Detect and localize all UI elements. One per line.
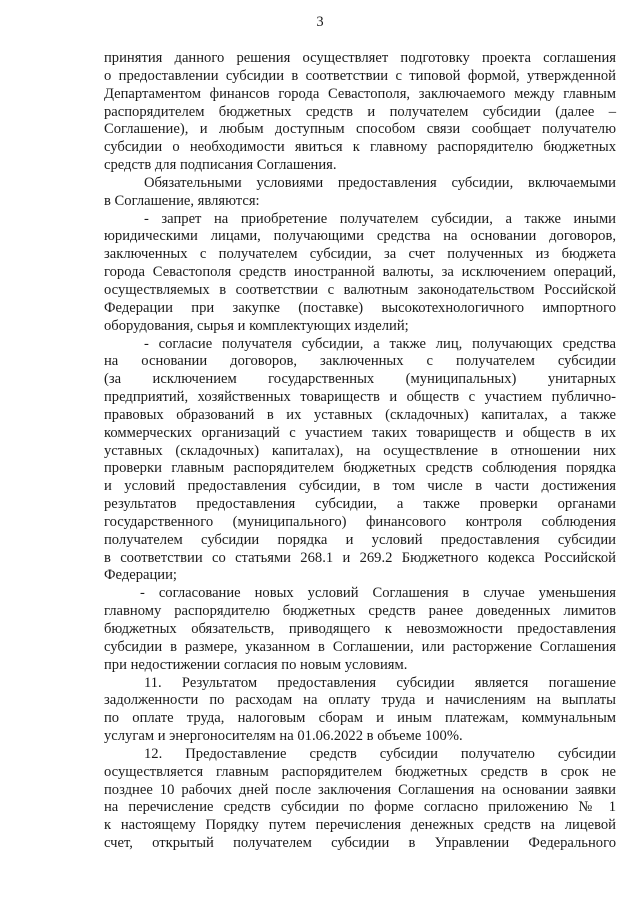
text-line: средств для подписания Соглашения. (104, 157, 337, 174)
text-line: услугам и энергоносителям на 01.06.2022 в объеме 100%. (104, 728, 463, 745)
text-line: - запрет на приобретение получателем субсидии, а также иными (144, 210, 616, 227)
document-body (104, 50, 616, 853)
text-line: при недостижении согласия по новым условиям. (104, 656, 408, 673)
text-line: проверки главным распорядителем бюджетных средств соблюдения порядка (104, 460, 616, 477)
text-line: (за исключением государственных (муниципальных) унитарных (104, 371, 616, 388)
text-line: Федерации; (104, 567, 177, 584)
text-line: бюджетных обязательств, приводящего к невозможности предоставления (104, 621, 616, 637)
text-line: субсидии о необходимости явиться к главному распорядителю бюджетных (104, 139, 616, 156)
text-line: по оплате труда, налоговым сборам и иным платежам, коммунальным (104, 710, 616, 727)
text-line: Федерации при закупке (поставке) высокотехнологичного импортного (104, 299, 616, 316)
text-line: в Соглашение, являются: (104, 192, 260, 209)
text-line: правовых образований в их уставных (складочных) капиталах, а также (104, 406, 616, 423)
text-line: и условий предоставления субсидии, в том числе в части достижения (104, 478, 616, 495)
text-line: позднее 10 рабочих дней после заключения Соглашения на основании заявки (104, 781, 616, 798)
text-line: - согласование новых условий Соглашения в случае уменьшения (140, 585, 616, 602)
text-line: заключенных с получателем субсидии, за счет полученных из бюджета (104, 246, 616, 263)
page-number: 3 (316, 14, 324, 30)
text-line: о предоставлении субсидии в соответствии с типовой формой, утвержденной (104, 67, 616, 84)
text-line: получателем субсидии порядка и условий предоставления субсидии (104, 531, 616, 548)
text-line: уставных (складочных) капиталах), на осуществление в отношении них (104, 442, 616, 459)
text-line: города Севастополя средств иностранной валюты, за исключением операций, (104, 264, 616, 281)
text-line: субсидии в размере, указанном в Соглашении, или расторжение Соглашения (104, 638, 616, 655)
text-line: оборудования, сырья и комплектующих изделий; (104, 317, 409, 334)
text-line: в соответствии со статьями 268.1 и 269.2 Бюджетного кодекса Российской (104, 549, 616, 566)
text-line: Обязательными условиями предоставления субсидии, включаемыми (144, 174, 616, 191)
text-line: принятия данного решения осуществляет подготовку проекта соглашения (104, 50, 616, 66)
text-line: Департаментом финансов города Севастополя, заключаемого между главным (104, 85, 616, 102)
text-line: коммерческих организаций с участием таких товариществ и обществ в их (104, 424, 616, 441)
text-line: Соглашение), и любым доступным способом связи сообщает получателю (104, 121, 616, 138)
text-line: к настоящему Порядку путем перечисления денежных средств на лицевой (104, 817, 616, 834)
text-line: счет, открытый получателем субсидии в Управлении Федерального (104, 835, 616, 852)
text-line: 11. Результатом предоставления субсидии является погашение (144, 674, 616, 691)
text-line: государственного (муниципального) финансового контроля соблюдения (104, 513, 616, 530)
text-line: на перечисление средств субсидии по форме согласно приложению № 1 (104, 799, 616, 816)
text-line: предприятий, хозяйственных товариществ и обществ с участием публично- (104, 389, 616, 406)
text-line: результатов предоставления субсидии, а также проверки органами (104, 496, 616, 513)
text-line: распорядителем бюджетных средств и получателем субсидии (далее – (104, 103, 616, 120)
text-line: задолженности по расходам на оплату труда и начислениям на выплаты (104, 692, 616, 709)
text-line: - согласие получателя субсидии, а также лиц, получающих средства (144, 335, 616, 352)
text-line: юридическими лицами, получающими средства на основании договоров, (104, 228, 616, 245)
text-line: главному распорядителю бюджетных средств ранее доведенных лимитов (104, 603, 616, 620)
text-line: 12. Предоставление средств субсидии получателю субсидии (144, 745, 616, 762)
text-line: на основании договоров, заключенных с получателем субсидии (104, 353, 616, 370)
text-line: осуществляемых в соответствии с валютным законодательством Российской (104, 281, 616, 298)
text-line: осуществляется главным распорядителем бюджетных средств в срок не (104, 763, 616, 780)
